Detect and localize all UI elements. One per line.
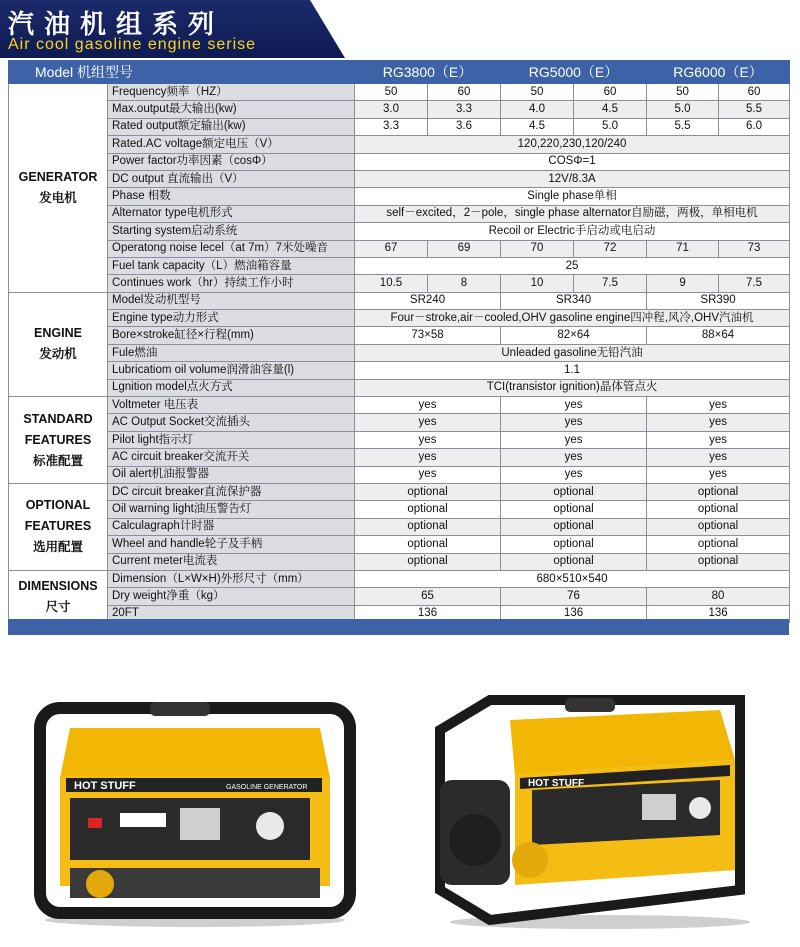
category-line: 选用配置	[32, 540, 83, 555]
spec-row	[9, 466, 790, 483]
row-value: yes	[355, 431, 501, 448]
row-label: AC circuit breaker交流开关	[108, 449, 355, 466]
row-value: 4.0	[501, 101, 574, 118]
svg-text:GASOLINE GENERATOR: GASOLINE GENERATOR	[226, 784, 308, 791]
row-label: 20FT	[108, 605, 355, 622]
row-label: Engine type动力形式	[108, 310, 355, 327]
header-banner	[0, 0, 800, 60]
row-value: yes	[355, 414, 501, 431]
row-label: Pilot light指示灯	[108, 431, 355, 448]
row-value: yes	[501, 466, 647, 483]
row-value-span: Recoil or Electric手启动或电启动	[355, 223, 790, 240]
header-model-label: Model 机组型号	[9, 61, 355, 84]
category-line: 标准配置	[32, 453, 83, 468]
row-label: Max.output最大输出(kw)	[108, 101, 355, 118]
row-label: Dimension（L×W×H)外形尺寸（mm）	[108, 570, 355, 587]
category-optional	[9, 483, 108, 570]
category-line: FEATURES	[24, 519, 92, 534]
row-value: 3.3	[428, 101, 501, 118]
row-label: Alternator type电机形式	[108, 205, 355, 222]
spec-row	[9, 136, 790, 153]
spec-row	[9, 431, 790, 448]
category-generator	[9, 84, 108, 293]
row-value-span: 120,220,230,120/240	[355, 136, 790, 153]
spec-row	[9, 518, 790, 535]
row-value: 5.0	[574, 118, 647, 135]
spec-row	[9, 362, 790, 379]
category-standard	[9, 397, 108, 484]
spec-row	[9, 240, 790, 257]
category-line: 尺寸	[45, 599, 71, 614]
spec-row	[9, 310, 790, 327]
spec-row	[9, 414, 790, 431]
row-value: optional	[355, 553, 501, 570]
row-value-span: 12V/8.3A	[355, 170, 790, 187]
row-label: Dry weight净重（kg）	[108, 588, 355, 605]
spec-row	[9, 379, 790, 396]
row-label: Phase 相数	[108, 188, 355, 205]
row-value-span: Four－stroke,air－cooled,OHV gasoline engine四冲程,风冷,OHV汽油机	[355, 310, 790, 327]
row-value: yes	[355, 449, 501, 466]
row-value: optional	[501, 553, 647, 570]
row-value: yes	[647, 414, 790, 431]
row-value: optional	[647, 536, 790, 553]
row-value: 5.5	[647, 118, 719, 135]
row-label: DC output 直流输出（V）	[108, 170, 355, 187]
row-value: 10.5	[355, 275, 428, 292]
header-model-2: RG6000（E）	[647, 61, 790, 84]
spec-row	[9, 501, 790, 518]
category-line: STANDARD	[23, 411, 93, 426]
row-value: 72	[574, 240, 647, 257]
category-line: ENGINE	[34, 326, 82, 341]
row-value: 3.0	[355, 101, 428, 118]
row-label: Continues work（hr）持续工作小时	[108, 275, 355, 292]
row-value: 6.0	[719, 118, 790, 135]
row-value: optional	[647, 518, 790, 535]
row-value-span: 25	[355, 257, 790, 274]
spec-row	[9, 449, 790, 466]
row-value: yes	[355, 397, 501, 414]
row-value: 3.6	[428, 118, 501, 135]
row-value: 5.5	[719, 101, 790, 118]
row-value-span: 1.1	[355, 362, 790, 379]
row-value: optional	[647, 483, 790, 500]
header-model-0: RG3800（E）	[355, 61, 501, 84]
row-label: Rated.AC voltage额定电压（V）	[108, 136, 355, 153]
row-label: Fule燃油	[108, 344, 355, 361]
row-label: Calculagraph计时器	[108, 518, 355, 535]
row-value: optional	[501, 501, 647, 518]
spec-row	[9, 292, 790, 309]
row-value-span: Single phase单相	[355, 188, 790, 205]
spec-row	[9, 153, 790, 170]
row-value: 73×58	[355, 327, 501, 344]
row-value: 8	[428, 275, 501, 292]
row-label: Fuel tank capacity（L）燃油箱容量	[108, 257, 355, 274]
spec-row	[9, 275, 790, 292]
row-value: optional	[501, 483, 647, 500]
row-label: Lgnition model点火方式	[108, 379, 355, 396]
row-value: 50	[501, 84, 574, 101]
row-value: optional	[501, 518, 647, 535]
row-label: Frequency频率（HZ）	[108, 84, 355, 101]
row-value: yes	[501, 397, 647, 414]
brand-logo-right: HOT STUFF	[528, 778, 585, 789]
row-value: yes	[647, 431, 790, 448]
row-value: 7.5	[574, 275, 647, 292]
row-value: 76	[501, 588, 647, 605]
row-value: optional	[647, 501, 790, 518]
row-label: Starting system启动系统	[108, 223, 355, 240]
category-dimensions	[9, 570, 108, 622]
row-value: 10	[501, 275, 574, 292]
spec-row	[9, 257, 790, 274]
row-label: DC circuit breaker直流保护器	[108, 483, 355, 500]
spec-row	[9, 84, 790, 101]
generator-photo-front	[30, 688, 360, 928]
row-label: Current meter电流表	[108, 553, 355, 570]
spec-row	[9, 118, 790, 135]
row-value: 5.0	[647, 101, 719, 118]
row-value: yes	[647, 397, 790, 414]
spec-row	[9, 170, 790, 187]
row-value: optional	[355, 518, 501, 535]
row-label: Model发动机型号	[108, 292, 355, 309]
table-footer-bar	[8, 619, 789, 635]
spec-row	[9, 344, 790, 361]
spec-row	[9, 188, 790, 205]
row-value: 60	[574, 84, 647, 101]
row-value: optional	[355, 501, 501, 518]
row-value-span: TCI(transistor ignition)晶体管点火	[355, 379, 790, 396]
row-value: yes	[501, 431, 647, 448]
row-value: yes	[647, 466, 790, 483]
row-value: 69	[428, 240, 501, 257]
header-model-1: RG5000（E）	[501, 61, 647, 84]
spec-row	[9, 223, 790, 240]
row-label: Oil warning light油压警告灯	[108, 501, 355, 518]
spec-row	[9, 101, 790, 118]
spec-row	[9, 205, 790, 222]
row-value: 88×64	[647, 327, 790, 344]
spec-row	[9, 397, 790, 414]
row-value: 70	[501, 240, 574, 257]
generator-photo-angle	[420, 690, 760, 930]
row-label: Power factor功率因素（cosΦ）	[108, 153, 355, 170]
row-value: yes	[355, 466, 501, 483]
row-value: 136	[647, 605, 790, 622]
row-value: 71	[647, 240, 719, 257]
row-value: 50	[355, 84, 428, 101]
row-value: 4.5	[574, 101, 647, 118]
row-value: SR340	[501, 292, 647, 309]
row-value: 80	[647, 588, 790, 605]
row-label: Operatong noise lecel（at 7m）7米处噪音	[108, 240, 355, 257]
spec-row	[9, 570, 790, 587]
table-header-row	[9, 61, 790, 84]
category-line: OPTIONAL	[25, 498, 91, 513]
banner-title: 汽油机组系列	[8, 10, 225, 40]
banner-subtitle: Air cool gasoline engine serise	[8, 36, 257, 53]
category-line: 发电机	[39, 190, 77, 205]
row-value: SR240	[355, 292, 501, 309]
row-value-span: Unleaded gasoline无铅汽油	[355, 344, 790, 361]
row-label: Bore×stroke缸径×行程(mm)	[108, 327, 355, 344]
row-value: 9	[647, 275, 719, 292]
row-value: 73	[719, 240, 790, 257]
row-value: yes	[501, 449, 647, 466]
category-line: GENERATOR	[18, 169, 98, 184]
row-value: optional	[647, 553, 790, 570]
category-line: DIMENSIONS	[18, 578, 98, 593]
row-value: 82×64	[501, 327, 647, 344]
brand-logo-left: HOT STUFF	[74, 780, 136, 792]
spec-table	[8, 60, 790, 623]
row-label: Rated output额定输出(kw)	[108, 118, 355, 135]
row-value: 136	[501, 605, 647, 622]
row-label: Voltmeter 电压表	[108, 397, 355, 414]
row-value: 50	[647, 84, 719, 101]
row-value: optional	[355, 483, 501, 500]
row-value: yes	[501, 414, 647, 431]
row-value-span: self－excited，2－pole，single phase alternator自励磁，两极，单相电机	[355, 205, 790, 222]
category-engine	[9, 292, 108, 396]
row-value: 3.3	[355, 118, 428, 135]
row-value: yes	[647, 449, 790, 466]
row-value: optional	[501, 536, 647, 553]
row-value: 60	[428, 84, 501, 101]
row-label: Lubricatiom oil volume润滑油容量(l)	[108, 362, 355, 379]
row-value-span: 680×510×540	[355, 570, 790, 587]
spec-row	[9, 483, 790, 500]
row-label: AC Output Socket交流插头	[108, 414, 355, 431]
spec-row	[9, 536, 790, 553]
row-value: 60	[719, 84, 790, 101]
row-label: Oil alert机油报警器	[108, 466, 355, 483]
row-value: SR390	[647, 292, 790, 309]
category-line: 发动机	[39, 347, 77, 362]
spec-row	[9, 588, 790, 605]
row-value: optional	[355, 536, 501, 553]
spec-row	[9, 553, 790, 570]
row-value: 4.5	[501, 118, 574, 135]
spec-row	[9, 327, 790, 344]
category-line: FEATURES	[24, 432, 92, 447]
row-value-span: COSΦ=1	[355, 153, 790, 170]
row-value: 136	[355, 605, 501, 622]
row-label: Wheel and handle轮子及手柄	[108, 536, 355, 553]
row-value: 7.5	[719, 275, 790, 292]
row-value: 67	[355, 240, 428, 257]
row-value: 65	[355, 588, 501, 605]
